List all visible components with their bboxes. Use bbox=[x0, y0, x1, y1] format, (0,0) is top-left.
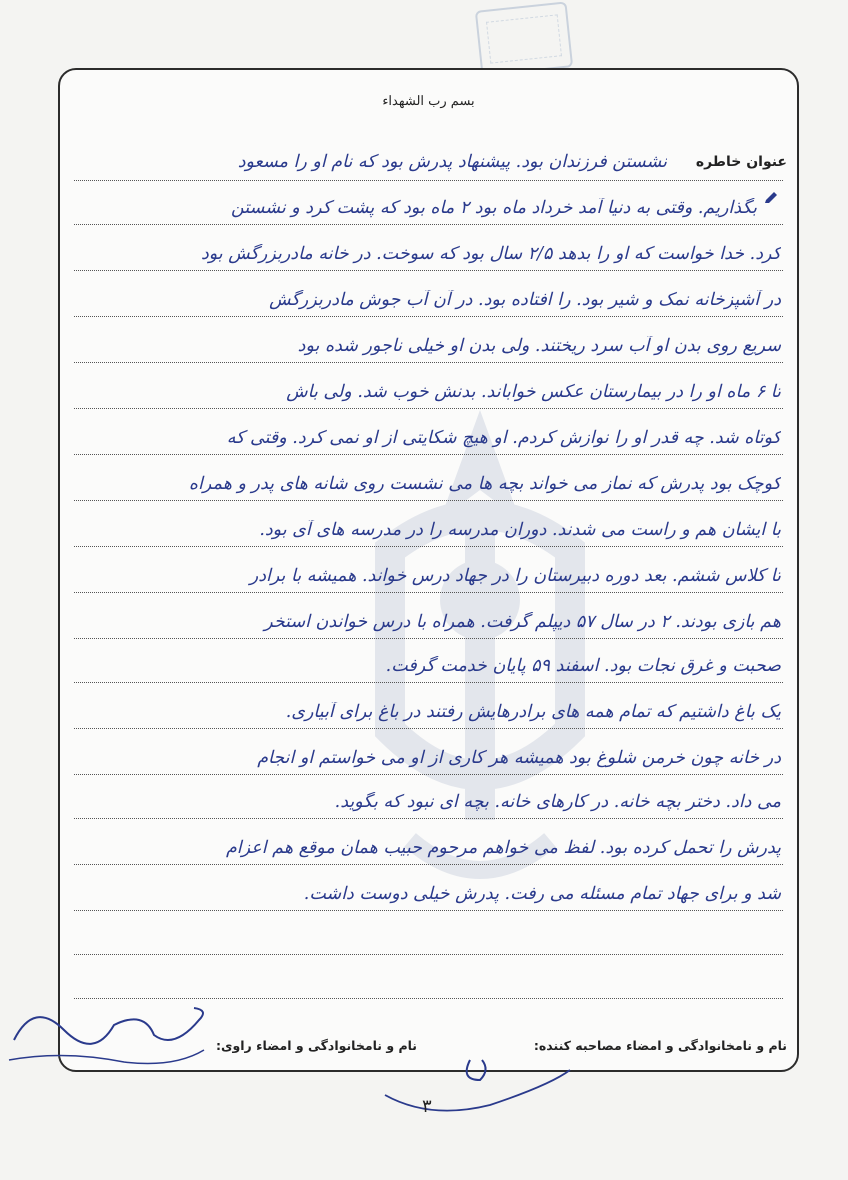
interviewer-signature-label: نام و نامخانوادگی و امضاء مصاحبه کننده: bbox=[533, 1038, 787, 1053]
memoir-line: سریع روی بدن او آب سرد ریختند. ولی بدن او خیلی ناجور شده بود bbox=[297, 336, 781, 356]
page-number: ۳ bbox=[422, 1096, 432, 1117]
memoir-line: تا کلاس ششم. بعد دوره دبیرستان را در جهاد درس خواند. همیشه با برادر bbox=[249, 566, 781, 586]
memoir-line: می داد. دختر بچه خانه. در کارهای خانه. بچه ای نبود که بگوید. bbox=[334, 792, 781, 812]
memoir-line: در آشپزخانه نمک و شیر بود. را افتاده بود. در آن آب جوش مادربزرگش bbox=[269, 290, 781, 310]
memoir-line: پدرش را تحمل کرده بود. لفظ می خواهم مرحوم حبیب همان موقع هم اعزام bbox=[225, 838, 781, 858]
memoir-line: در خانه چون خرمن شلوغ بود همیشه هر کاری از او می خواستم او انجام bbox=[257, 748, 781, 768]
memoir-title-label: عنوان خاطره bbox=[695, 154, 787, 170]
memoir-line: کوچک بود پدرش که نماز می خواند بچه ها می نشست روی شانه های پدر و همراه bbox=[188, 474, 781, 494]
memoir-line: صحبت و غرق نجات بود. اسفند ۵۹ پایان خدمت گرفت. bbox=[385, 656, 781, 676]
memoir-line: کرد. خدا خواست که او را بدهد ۲/۵ سال بود که سوخت. در خانه مادربزرگش بود bbox=[200, 244, 781, 264]
pen-icon bbox=[763, 190, 779, 206]
ink-stamp bbox=[475, 1, 573, 76]
bismillah-heading: بسم رب الشهداء bbox=[382, 94, 475, 109]
memoir-line: بگذاریم. وقتی به دنیا آمد خرداد ماه بود ۲ ماه بود که پشت کرد و نشستن bbox=[231, 198, 757, 218]
memoir-line: با ایشان هم و راست می شدند. دوران مدرسه را در مدرسه های آی بود. bbox=[259, 520, 781, 540]
narrator-signature-label: نام و نامخانوادگی و امضاء راوی: bbox=[216, 1038, 417, 1053]
memoir-line: هم بازی بودند. ۲ در سال ۵۷ دیپلم گرفت. همراه با درس خواندن استخر bbox=[264, 612, 781, 632]
memoir-line: نشستن فرزندان بود. پیشنهاد پدرش بود که نام او را مسعود bbox=[237, 152, 667, 172]
memoir-form bbox=[58, 68, 799, 1072]
memoir-line: یک باغ داشتیم که تمام همه های برادرهایش رفتند در باغ برای آبیاری. bbox=[285, 702, 781, 722]
memoir-line: تا ۶ ماه او را در بیمارستان عکس خواباند. بدنش خوب شد. ولی باش bbox=[286, 382, 781, 402]
memoir-line: شد و برای جهاد تمام مسئله می رفت. پدرش خیلی دوست داشت. bbox=[303, 884, 781, 904]
memoir-line: کوتاه شد. چه قدر او را نوازش کردم. او هیچ شکایتی از او نمی کرد. وقتی که bbox=[226, 428, 781, 448]
